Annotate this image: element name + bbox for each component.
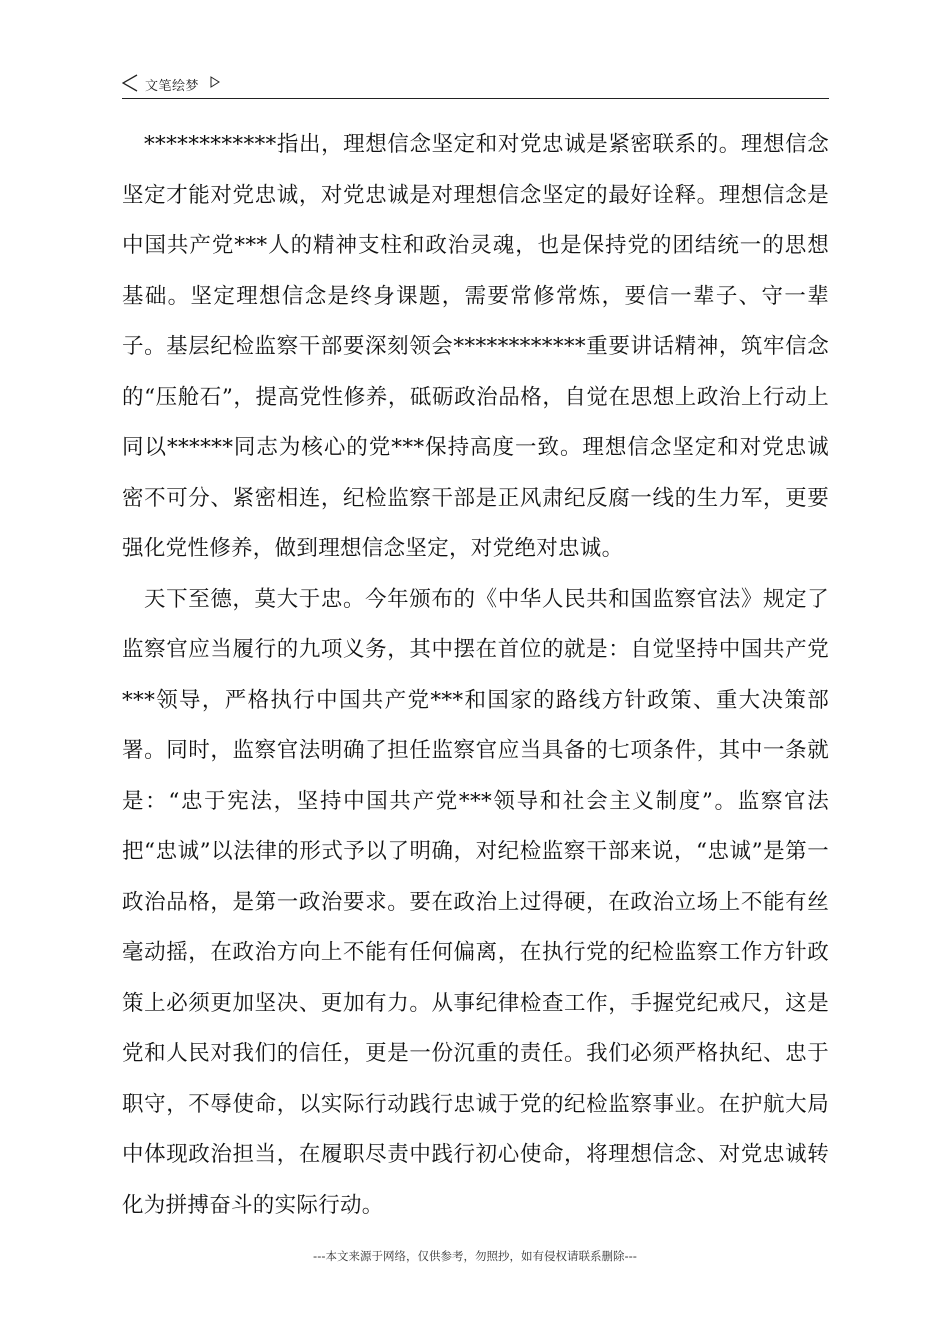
paragraph-2: 天下至德，莫大于忠。今年颁布的《中华人民共和国监察官法》规定了监察官应当履行的九项义务，其中摆在首位的就是：自觉坚持中国共产党***领导，严格执行中国共产党***和国家的路线方针政策、重大决策部署。同时，监察官法明确了担任监察官应当具备的七项条件，其中一条就是：“忠于宪法，坚持中国共产党***领导和社会主义制度”。监察官法把“忠诚”以法律的形式予以了明确，对纪检监察干部来说，“忠诚”是第一政治品格，是第一政治要求。要在政治上过得硬，在政治立场上不能有丝毫动摇，在政治方向上不能有任何偏离，在执行党的纪检监察工作方针政策上必须更加坚决、更加有力。从事纪律检查工作，手握党纪戒尺，这是党和人民对我们的信任，更是一份沉重的责任。我们必须严格执纪、忠于职守，不辱使命，以实际行动践行忠诚于党的纪检监察事业。在护航大局中体现政治担当，在履职尽责中践行初心使命，将理想信念、对党忠诚转化为拼搏奋斗的实际行动。 xyxy=(122,586,829,1218)
page-footer: ---本文来源于网络，仅供参考，勿照抄，如有侵权请联系删除--- xyxy=(313,1249,637,1263)
triangle-right-icon xyxy=(210,76,220,88)
document-body xyxy=(122,120,829,1231)
header-brand: 文笔绘梦 xyxy=(145,79,200,94)
triangle-left-icon xyxy=(122,74,138,92)
paragraph-1: ************指出，理想信念坚定和对党忠诚是紧密联系的。理想信念坚定才能对党忠诚，对党忠诚是对理想信念坚定的最好诠释。理想信念是中国共产党***人的精神支柱和政治灵魂，也是保持党的团结统一的思想基础。坚定理想信念是终身课题，需要常修常炼，要信一辈子、守一辈子。基层纪检监察干部要深刻领会************重要讲话精神，筑牢信念的“压舱石”，提高党性修养，砥砺政治品格，自觉在思想上政治上行动上同以******同志为核心的党***保持高度一致。理想信念坚定和对党忠诚密不可分、紧密相连，纪检监察干部是正风肃纪反腐一线的生力军，更要强化党性修养，做到理想信念坚定，对党绝对忠诚。 xyxy=(122,132,829,561)
page-header xyxy=(122,72,829,99)
